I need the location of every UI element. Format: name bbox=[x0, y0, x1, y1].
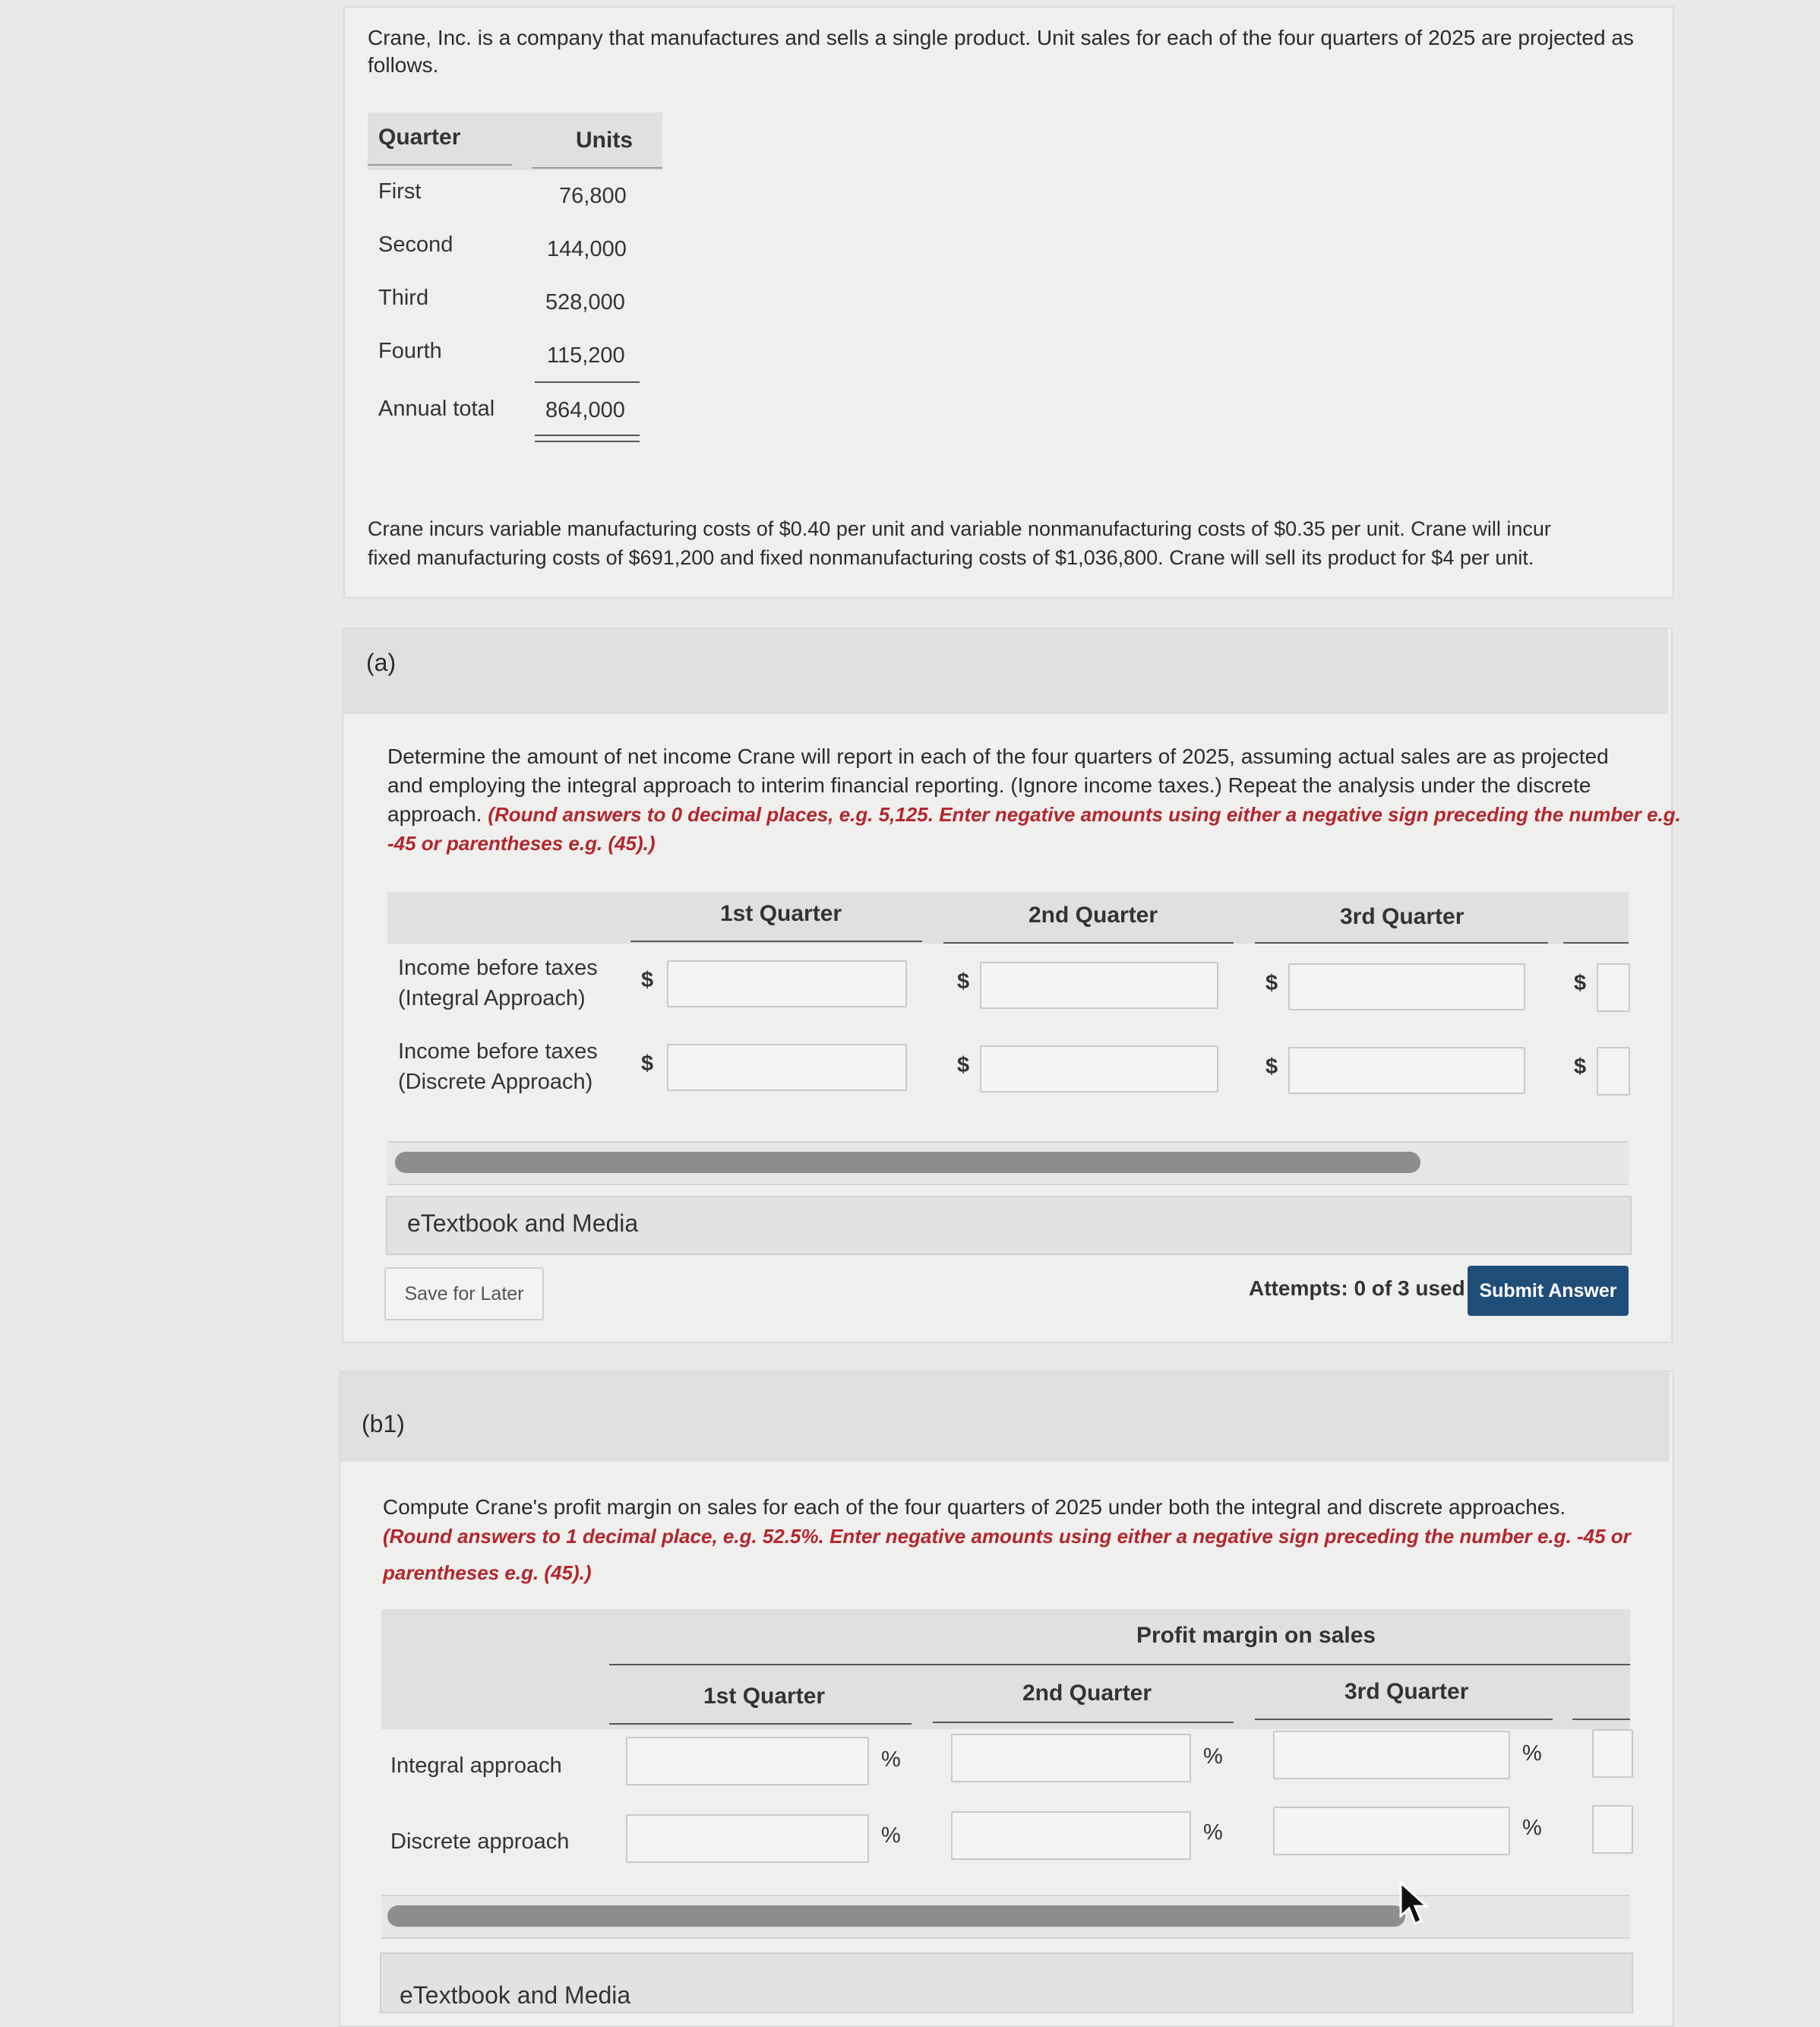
dollar-sign: $ bbox=[1265, 971, 1278, 995]
integral-margin-q3-input[interactable] bbox=[1273, 1731, 1510, 1779]
units-row-units: 115,200 bbox=[547, 343, 625, 368]
units-header-quarter: Quarter bbox=[378, 125, 461, 150]
part-a-col-header-q3: 3rd Quarter bbox=[1340, 904, 1465, 929]
intro-text-line2: follows. bbox=[368, 53, 439, 77]
integral-q2-input[interactable] bbox=[980, 962, 1218, 1009]
integral-margin-q4-input[interactable] bbox=[1592, 1729, 1633, 1778]
discrete-q3-input[interactable] bbox=[1288, 1047, 1525, 1094]
integral-margin-q2-input[interactable] bbox=[951, 1734, 1191, 1782]
dollar-sign: $ bbox=[641, 968, 654, 992]
percent-sign: % bbox=[1203, 1820, 1223, 1845]
percent-sign: % bbox=[1203, 1744, 1223, 1769]
intro-text-line1: Crane, Inc. is a company that manufactures and sells a single product. Unit sales for each of the four quarters of 2025 are projected as bbox=[368, 26, 1634, 49]
units-row-quarter: Fourth bbox=[378, 339, 442, 363]
part-b1-col-header-q1: 1st Quarter bbox=[703, 1684, 826, 1709]
percent-sign: % bbox=[881, 1747, 901, 1772]
units-row-units: 144,000 bbox=[547, 237, 627, 261]
percent-sign: % bbox=[1522, 1741, 1542, 1766]
discrete-q2-input[interactable] bbox=[980, 1045, 1218, 1093]
units-row-quarter: Third bbox=[378, 286, 429, 310]
integral-margin-q1-input[interactable] bbox=[626, 1737, 869, 1785]
part-b1-label: (b1) bbox=[362, 1410, 405, 1437]
part-a-rounding-instruction: (Round answers to 0 decimal places, e.g. 5,125. Enter negative amounts using either a negative sign preceding the number e.g. bbox=[488, 803, 1681, 826]
dollar-sign: $ bbox=[1574, 1055, 1587, 1079]
costs-text-line2: fixed manufacturing costs of $691,200 and fixed nonmanufacturing costs of $1,036,800. Crane will sell its product for $4 per unit. bbox=[368, 546, 1534, 569]
part-a-etextbook-label[interactable]: eTextbook and Media bbox=[407, 1210, 639, 1237]
part-a-row-label-line2: (Integral Approach) bbox=[398, 986, 586, 1010]
percent-sign: % bbox=[1522, 1816, 1542, 1840]
discrete-margin-q3-input[interactable] bbox=[1273, 1807, 1510, 1855]
part-b1-col-header-q2: 2nd Quarter bbox=[1022, 1681, 1152, 1706]
dollar-sign: $ bbox=[1265, 1055, 1278, 1079]
units-row-quarter: First bbox=[378, 179, 422, 204]
part-a-question-line2: and employing the integral approach to interim financial reporting. (Ignore income taxes.) Repeat the analysis under the discrete bbox=[387, 773, 1591, 797]
costs-text-line1: Crane incurs variable manufacturing costs of $0.40 per unit and variable nonmanufacturing costs of $0.35 per unit. Crane will incur bbox=[368, 517, 1551, 540]
problem-panel bbox=[343, 6, 1674, 599]
part-a-question-line1: Determine the amount of net income Crane will report in each of the four quarters of 2025, assuming actual sales are as projected bbox=[387, 745, 1609, 768]
part-a-scrollbar-thumb[interactable] bbox=[395, 1152, 1420, 1173]
attempts-counter: Attempts: 0 of 3 used bbox=[1249, 1276, 1465, 1300]
dollar-sign: $ bbox=[641, 1051, 654, 1076]
units-row-total-units: 864,000 bbox=[545, 398, 625, 422]
part-a-header bbox=[343, 629, 1668, 714]
part-a-row-label-line2: (Discrete Approach) bbox=[398, 1070, 593, 1094]
part-b1-scrollbar-thumb[interactable] bbox=[387, 1905, 1405, 1927]
part-b1-row-label: Integral approach bbox=[390, 1753, 562, 1778]
part-a-row-label-line1: Income before taxes bbox=[398, 1039, 598, 1064]
dollar-sign: $ bbox=[957, 1053, 970, 1077]
mouse-cursor-icon bbox=[1399, 1881, 1430, 1927]
dollar-sign: $ bbox=[1574, 971, 1587, 995]
part-b1-rounding-instruction-line2: parentheses e.g. (45).) bbox=[383, 1561, 592, 1584]
part-b1-table-header bbox=[381, 1609, 1630, 1729]
units-row-quarter: Second bbox=[378, 232, 453, 257]
units-row-units: 528,000 bbox=[545, 290, 625, 315]
submit-answer-button[interactable]: Submit Answer bbox=[1468, 1266, 1629, 1316]
part-a-row-label-line1: Income before taxes bbox=[398, 956, 598, 980]
units-row-units: 76,800 bbox=[559, 184, 627, 208]
save-for-later-button[interactable]: Save for Later bbox=[384, 1267, 544, 1320]
discrete-q1-input[interactable] bbox=[667, 1044, 907, 1091]
discrete-margin-q4-input[interactable] bbox=[1592, 1805, 1633, 1854]
part-b1-header bbox=[340, 1372, 1670, 1462]
part-a-col-header-q1: 1st Quarter bbox=[720, 901, 842, 926]
part-b1-question-line1: Compute Crane's profit margin on sales for each of the four quarters of 2025 under both the integral and discrete approaches. bbox=[383, 1495, 1566, 1519]
discrete-margin-q2-input[interactable] bbox=[951, 1811, 1191, 1860]
part-a-label: (a) bbox=[366, 649, 397, 676]
part-b1-row-label: Discrete approach bbox=[390, 1829, 570, 1854]
units-header-units: Units bbox=[576, 128, 633, 153]
integral-q1-input[interactable] bbox=[667, 960, 907, 1007]
part-b1-etextbook-label[interactable]: eTextbook and Media bbox=[400, 1981, 631, 2009]
discrete-margin-q1-input[interactable] bbox=[626, 1814, 869, 1863]
part-a-col-header-q2: 2nd Quarter bbox=[1028, 903, 1158, 928]
integral-q4-input[interactable] bbox=[1597, 963, 1630, 1012]
integral-q3-input[interactable] bbox=[1288, 963, 1525, 1010]
units-row-total-label: Annual total bbox=[378, 397, 495, 421]
discrete-q4-input[interactable] bbox=[1597, 1047, 1630, 1096]
percent-sign: % bbox=[881, 1823, 901, 1848]
part-b1-rounding-instruction: (Round answers to 1 decimal place, e.g. 52.5%. Enter negative amounts using either a negative sign preceding the number e.g. -45 or bbox=[383, 1525, 1631, 1548]
part-b1-col-header-q3: 3rd Quarter bbox=[1344, 1679, 1469, 1704]
part-a-rounding-instruction-line2: -45 or parentheses e.g. (45).) bbox=[387, 832, 656, 855]
part-a-question-line3-plain: approach. bbox=[387, 802, 488, 826]
dollar-sign: $ bbox=[957, 969, 970, 994]
profit-margin-group-header: Profit margin on sales bbox=[1136, 1623, 1376, 1648]
part-a-question-line3 bbox=[387, 799, 1681, 830]
